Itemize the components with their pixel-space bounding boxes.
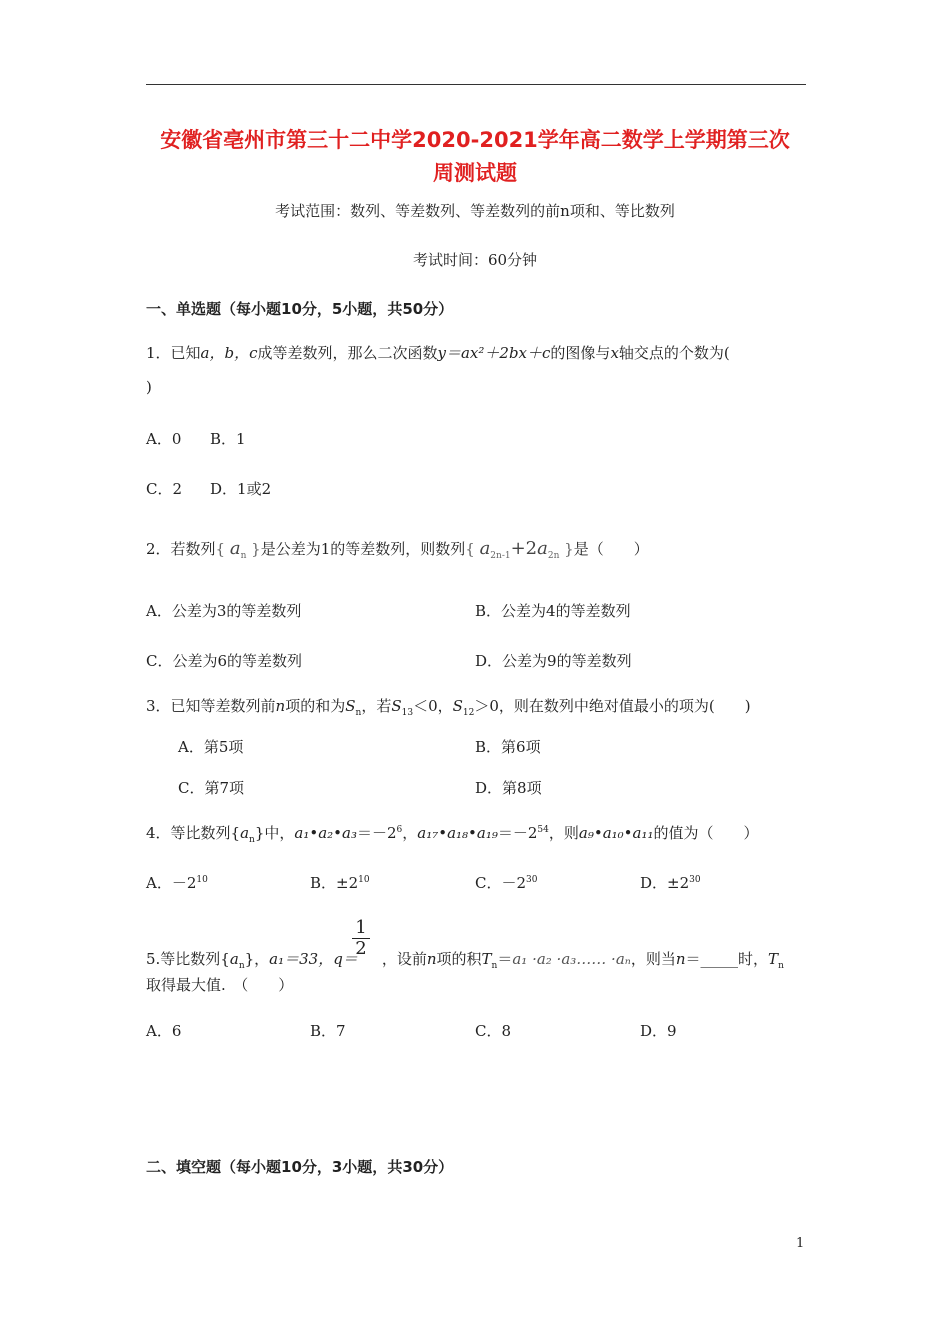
q5-fraction-denominator: 2 bbox=[352, 938, 370, 959]
q2-text-c: 是（ ） bbox=[573, 540, 649, 558]
q4-exp2: 54 bbox=[537, 825, 549, 835]
q2-seq1-a: a bbox=[229, 538, 241, 559]
q4-text-e: ＝－2 bbox=[497, 824, 538, 842]
q5-option-c: C．8 bbox=[475, 1022, 512, 1040]
q3-s12-sub: 12 bbox=[462, 708, 475, 718]
q4-option-d bbox=[640, 872, 701, 893]
q4-option-b-base: B．±2 bbox=[310, 874, 359, 892]
q5-eq: ＝ bbox=[497, 950, 513, 968]
q3-s12: S bbox=[452, 697, 463, 715]
document-title-line2: 周测试题 bbox=[433, 161, 517, 185]
q3-text-b: 项的和为 bbox=[285, 697, 346, 715]
q2-text-a: 2．若数列 bbox=[146, 540, 216, 558]
q4-option-b bbox=[310, 872, 370, 893]
document-title-line1: 安徽省亳州市第三十二中学2020-2021学年高二数学上学期第三次 bbox=[160, 128, 790, 152]
q2-seq1-sub: n bbox=[240, 551, 247, 561]
q3-text-d: ＜0， bbox=[413, 697, 453, 715]
q4-text-g: 的值为（ ） bbox=[653, 824, 759, 842]
q5-a1: a₁＝33， bbox=[269, 950, 334, 968]
q5-text-f: ＝_____时， bbox=[685, 950, 769, 968]
q5-tn2-sub: n bbox=[778, 961, 784, 971]
q3-sn: S bbox=[345, 697, 356, 715]
q2-seq2-a: a bbox=[479, 538, 491, 559]
q5-n: n bbox=[426, 950, 437, 968]
q2-seq1: { $a_n$ } bbox=[215, 538, 261, 561]
q1-text-a: 1．已知 bbox=[146, 344, 201, 362]
section2-heading: 二、填空题（每小题10分，3小题，共30分） bbox=[146, 1158, 454, 1176]
q4-option-a bbox=[146, 872, 208, 893]
q3-option-d: D．第8项 bbox=[475, 779, 542, 797]
q1-text-d: 轴交点的个数为( bbox=[618, 344, 730, 362]
q5-an-sub: n bbox=[238, 961, 245, 971]
q2-seq2-b: a bbox=[537, 538, 548, 559]
header-rule bbox=[146, 84, 806, 85]
q1-stem bbox=[146, 342, 730, 363]
q1-option-b: B．1 bbox=[210, 430, 246, 448]
q2-seq2-b-sub: 2n bbox=[547, 551, 560, 561]
q4-text-c: ＝－2 bbox=[356, 824, 397, 842]
q4-option-b-exp: 10 bbox=[358, 875, 370, 885]
q5-text-d: 项的积 bbox=[436, 950, 482, 968]
q5-text-c: ，设前 bbox=[381, 950, 427, 968]
q1-option-d: D．1或2 bbox=[210, 480, 272, 498]
q2-seq2: { $a_{2n-1}+2a_{2n}$ } bbox=[465, 538, 574, 561]
q1-function: y＝ax²＋2bx＋c bbox=[437, 344, 551, 362]
exam-scope: 考试范围：数列、等差数列、等差数列的前n项和、等比数列 bbox=[275, 202, 675, 220]
q3-n: n bbox=[275, 697, 286, 715]
q4-option-c bbox=[475, 872, 537, 893]
q3-sn-sub: n bbox=[355, 708, 362, 718]
q4-product2: a₁₇•a₁₈•a₁₉ bbox=[417, 824, 498, 842]
q5-option-a: A．6 bbox=[146, 1022, 182, 1040]
q1-stem-close: ) bbox=[146, 378, 152, 396]
section1-heading: 一、单选题（每小题10分，5小题，共50分） bbox=[146, 300, 454, 318]
q2-option-d: D．公差为9的等差数列 bbox=[475, 652, 632, 670]
q4-product1: a₁•a₂•a₃ bbox=[294, 824, 357, 842]
q3-option-c: C．第7项 bbox=[178, 779, 245, 797]
q4-text-a: 4．等比数列{ bbox=[146, 824, 241, 842]
q3-option-a: A．第5项 bbox=[178, 738, 244, 756]
q5-stem bbox=[146, 948, 784, 971]
q5-text-e: ，则当 bbox=[630, 950, 676, 968]
q4-an-sub: n bbox=[249, 835, 255, 845]
q2-seq2-a-sub: 2n-1 bbox=[490, 551, 511, 561]
q3-s13-sub: 13 bbox=[401, 708, 414, 718]
q2-seq2-plus: +2 bbox=[510, 538, 538, 559]
q5-tn: T bbox=[481, 950, 492, 968]
q5-an: a bbox=[229, 950, 239, 968]
q4-option-a-exp: 10 bbox=[196, 875, 208, 885]
q5-n2: n bbox=[675, 950, 686, 968]
q1-text-c: 的图像与 bbox=[550, 344, 611, 362]
q4-text-b: }中， bbox=[254, 824, 295, 842]
exam-time: 考试时间：60分钟 bbox=[412, 251, 538, 269]
q4-option-d-exp: 30 bbox=[689, 875, 701, 885]
q5-stem-end: 取得最大值. （ ） bbox=[146, 976, 294, 994]
q4-stem bbox=[146, 822, 759, 845]
q4-exp1: 6 bbox=[396, 825, 403, 835]
q1-vars: a，b，c bbox=[200, 344, 258, 362]
q4-option-d-base: D．±2 bbox=[640, 874, 690, 892]
q4-product3: a₉•a₁₀•a₁₁ bbox=[578, 824, 654, 842]
page-number: 1 bbox=[796, 1236, 805, 1251]
q4-option-c-base: C．－2 bbox=[475, 874, 527, 892]
q3-s13: S bbox=[391, 697, 402, 715]
q3-text-e: ＞0，则在数列中绝对值最小的项为( ) bbox=[474, 697, 751, 715]
q4-text-d: ， bbox=[402, 824, 418, 842]
q1-option-a: A．0 bbox=[146, 430, 182, 448]
q2-option-c: C．公差为6的等差数列 bbox=[146, 652, 303, 670]
q2-text-b: 是公差为1的等差数列，则数列 bbox=[260, 540, 466, 558]
q1-x-var: x bbox=[610, 344, 619, 362]
q3-stem bbox=[146, 695, 751, 718]
q4-text-f: ，则 bbox=[548, 824, 579, 842]
q3-text-c: ，若 bbox=[361, 697, 392, 715]
q5-tn-sub: n bbox=[491, 961, 498, 971]
q5-option-d: D．9 bbox=[640, 1022, 677, 1040]
q4-option-a-base: A．－2 bbox=[146, 874, 197, 892]
q5-text-b: }， bbox=[244, 950, 270, 968]
q3-text-a: 3．已知等差数列前 bbox=[146, 697, 276, 715]
q2-option-b: B．公差为4的等差数列 bbox=[475, 602, 631, 620]
q1-text-b: 成等差数列，那么二次函数 bbox=[257, 344, 438, 362]
q2-option-a: A．公差为3的等差数列 bbox=[146, 602, 302, 620]
q4-option-c-exp: 30 bbox=[526, 875, 538, 885]
q5-tn2: T bbox=[768, 950, 779, 968]
q3-option-b: B．第6项 bbox=[475, 738, 541, 756]
q1-option-c: C．2 bbox=[146, 480, 183, 498]
q2-stem bbox=[146, 538, 649, 561]
q5-option-b: B．7 bbox=[310, 1022, 346, 1040]
q5-fraction-numerator: 1 bbox=[355, 917, 367, 938]
q5-text-a: 5.等比数列{ bbox=[146, 950, 230, 968]
q4-an: a bbox=[240, 824, 250, 842]
q5-q: q＝ bbox=[333, 950, 358, 968]
q5-product: a₁ ·a₂ ·a₃…… ·aₙ bbox=[512, 950, 631, 968]
